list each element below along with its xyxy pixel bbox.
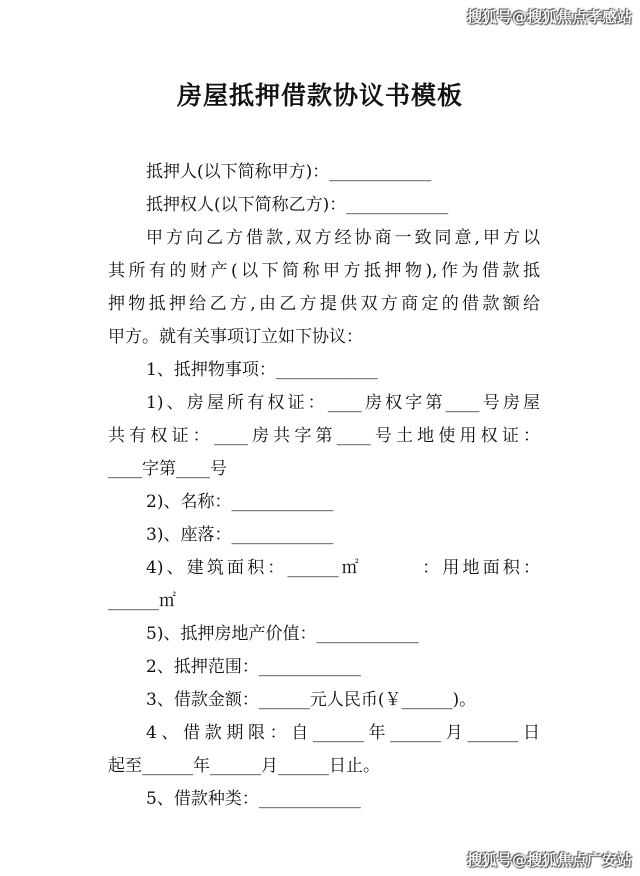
document-body — [108, 156, 540, 816]
pledgee-line: 抵押权人(以下简称乙方)：____________ — [146, 195, 449, 215]
clause-4-term-line-2: 起至______年______月______日止。 — [108, 756, 380, 776]
clause-1-2-name: 2)、名称：____________ — [146, 492, 334, 512]
intro-paragraph-line-1: 甲方向乙方借款,双方经协商一致同意,甲方以 — [146, 228, 540, 248]
intro-paragraph-line-3: 押物抵押给乙方,由乙方提供双方商定的借款额给 — [108, 294, 540, 314]
clause-1-3-location: 3)、座落：____________ — [146, 525, 334, 545]
clause-1-1-certificate-line-2: 共有权证：____房共字第____号土地使用权证： — [108, 426, 540, 446]
intro-paragraph-line-4: 甲方。就有关事项订立如下协议： — [108, 327, 363, 347]
document-title: 房屋抵押借款协议书模板 — [176, 81, 463, 110]
watermark-top: 搜狐号@搜狐焦点孝感站 — [466, 8, 632, 26]
clause-4-term-line-1: 4、借款期限：自______年______月______日 — [146, 723, 540, 743]
clause-1-4-area-line-2: ______㎡ — [108, 591, 176, 611]
clause-1-1-certificate-line-3: ____字第____号 — [108, 459, 227, 479]
clause-1-4-area-line-1: 4)、建筑面积：______㎡ ：用地面积： — [146, 558, 540, 578]
pledgor-line: 抵押人(以下简称甲方)：____________ — [146, 162, 432, 182]
watermark-bottom: 搜狐号@搜狐焦点广安站 — [466, 851, 632, 869]
clause-3-amount: 3、借款金额：______元人民币(￥______)。 — [146, 690, 477, 710]
clause-5-loan-type: 5、借款种类：____________ — [146, 789, 361, 809]
clause-1-1-certificate-line-1: 1)、房屋所有权证：____房权字第____号房屋 — [146, 393, 540, 413]
clause-1-collateral: 1、抵押物事项：____________ — [146, 360, 378, 380]
clause-2-scope: 2、抵押范围：____________ — [146, 657, 361, 677]
clause-1-5-value: 5)、抵押房地产价值：____________ — [146, 624, 419, 644]
intro-paragraph-line-2: 其所有的财产(以下简称甲方抵押物),作为借款抵 — [108, 261, 540, 281]
